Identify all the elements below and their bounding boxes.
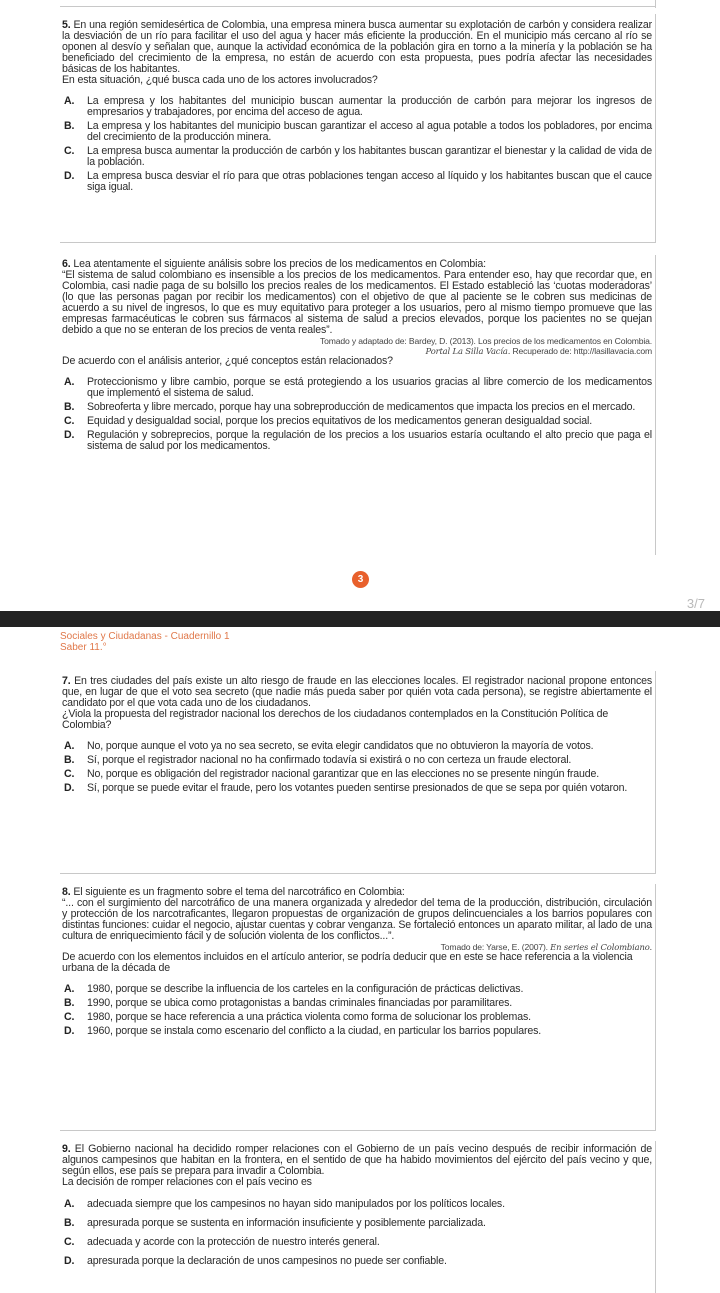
question-6-quote: “El sistema de salud colombiano es insensible a los precios de los medicamentos. Para entender eso, hay que recordar que, en Colombia, casi nadie paga de su bolsillo los precios reales de los medicamentos. El Estado estableció las ‘cuotas moderadoras’ (lo que las personas pagan por recibir los medicamentos) con el objetivo de que al paciente se le cobren sus medicinas de acuerdo a su nivel de ingresos, lo que es muy equitativo para proteger a los usuarios, pero al mismo tiempo promueve que las empresas farmacéuticas le cobren sus fármacos al sistema de salud a precios elevados, porque los pacientes no se quejan debido a que no se enteran de los precios de venta reales”.: [62, 269, 652, 336]
question-7-option-c[interactable]: [62, 769, 652, 780]
option-text: La empresa busca aumentar la producción de carbón y los habitantes buscan garantizar el bienestar y la calidad de vida de la población.: [87, 145, 652, 168]
option-letter: A.: [64, 376, 75, 388]
option-text: 1980, porque se hace referencia a una práctica violenta como forma de solucionar los problemas.: [87, 1011, 531, 1023]
option-letter: B.: [64, 754, 75, 766]
question-8: [62, 887, 652, 1040]
question-9-options: [62, 1199, 652, 1267]
option-letter: C.: [64, 415, 75, 427]
option-text: La empresa y los habitantes del municipio buscan garantizar el acceso al agua potable a todos los pobladores, por encima del crecimiento de la producción minera.: [87, 120, 652, 143]
question-7-prompt: ¿Viola la propuesta del registrador nacional los derechos de los ciudadanos contemplados en la Constitución Política de Colombia?: [62, 708, 609, 731]
option-text: adecuada y acorde con la protección de nuestro interés general.: [87, 1236, 380, 1248]
question-5-options: [62, 96, 652, 193]
option-letter: C.: [64, 1236, 75, 1248]
source-italic: En series el Colombiano.: [550, 942, 652, 952]
question-9-option-c[interactable]: [62, 1237, 652, 1248]
question-8-options: [62, 984, 652, 1037]
question-9: [62, 1144, 652, 1275]
booklet-subtitle: Saber 11.°: [60, 642, 107, 653]
question-5-option-d[interactable]: [62, 171, 652, 193]
option-text: Sí, porque el registrador nacional no ha confirmado todavía si existirá o no con certeza un fraude electoral.: [87, 754, 572, 766]
top-rule-tick: [655, 0, 656, 8]
question-7-option-b[interactable]: [62, 755, 652, 766]
question-5-stem-text: En una región semidesértica de Colombia, una empresa minera busca aumentar su explotación de carbón y considera realizar la desviación de un río para facilitar el uso del agua y hacer más eficiente la producción. En el municipio más cercano al río se oponen al desvío y señalan que, aunque la actividad económica de la población gira en torno a la minería y la población se ha beneficiado del crecimiento de la empresa, no están de acuerdo con esta propuesta, pues podría afectar las necesidades básicas de los habitantes.: [62, 19, 652, 75]
option-text: La empresa busca desviar el río para que otras poblaciones tengan acceso al líquido y los habitantes buscan que el cauce siga igual.: [87, 170, 652, 193]
option-text: apresurada porque se sustenta en información insuficiente y posiblemente parcializada.: [87, 1217, 486, 1229]
question-5-option-c[interactable]: [62, 146, 652, 168]
option-text: Equidad y desigualdad social, porque los precios equitativos de los medicamentos generan desigualdad social.: [87, 415, 592, 427]
question-9-number: 9.: [62, 1143, 71, 1155]
option-text: La empresa y los habitantes del municipio buscan aumentar la producción de carbón para mejorar los ingresos de empresarios y trabajadores, por encima del acceso de agua.: [87, 95, 652, 118]
question-8-quote: “... con el surgimiento del narcotráfico de una manera organizada y alrededor del tema de la producción, distribución, circulación y protección de los narcotraficantes, llegaron propuestas de organización de grupos delincuenciales a los barrios populares con distintas funciones: cuidar el negocio, ajustar cuentas y cobrar venganza. Se fortaleció entonces un aparato militar, al lado de una cultura de enriquecimiento fácil y de solución violenta de los conflictos...”.: [62, 897, 652, 942]
page-3: [0, 0, 720, 598]
option-text: 1980, porque se describe la influencia de los carteles en la configuración de prácticas delictivas.: [87, 983, 524, 995]
option-text: Proteccionismo y libre cambio, porque se está protegiendo a los usuarios gracias al libre comercio de los medicamentos que implementó el sistema de salud.: [87, 376, 652, 399]
question-9-option-a[interactable]: [62, 1199, 652, 1210]
option-letter: D.: [64, 429, 75, 441]
question-7-options: [62, 741, 652, 794]
option-letter: D.: [64, 1255, 75, 1267]
question-6-source: [62, 336, 652, 356]
page-count: 3/7: [686, 596, 705, 611]
page-divider: [0, 611, 720, 627]
question-7-number: 7.: [62, 675, 71, 687]
question-9-option-b[interactable]: [62, 1218, 652, 1229]
source-tail: Recuperado de: http://lasillavacia.com: [510, 346, 652, 356]
question-6-number: 6.: [62, 258, 71, 270]
option-letter: D.: [64, 1025, 75, 1037]
option-letter: A.: [64, 95, 75, 107]
question-8-option-b[interactable]: [62, 998, 652, 1009]
question-7-stem: [62, 676, 652, 709]
question-7: [62, 676, 652, 797]
question-7-stem-text: En tres ciudades del país existe un alto riesgo de fraude en las elecciones locales. El registrador nacional propone entonces que, en lugar de que el voto sea secreto (que nadie más pueda saber por quién vota cada persona), se registre abiertamente el candidato por el que vota cada uno de los ciudadanos.: [62, 675, 652, 709]
question-6-option-b[interactable]: [62, 402, 652, 413]
question-9-stem-text: El Gobierno nacional ha decidido romper relaciones con el Gobierno de un país vecino después de recibir información de algunos campesinos que habitan en la frontera, en el sentido de que ha habido movimientos del ejército del país vecino y que, según ellos, ese país se prepara para invadir a Colombia.: [62, 1143, 653, 1177]
option-letter: D.: [64, 170, 75, 182]
option-letter: A.: [64, 983, 75, 995]
question-5-option-a[interactable]: [62, 96, 652, 118]
option-letter: B.: [64, 401, 75, 413]
source-line: Tomado de: Yarse, E. (2007).: [440, 942, 548, 952]
question-5-stem: [62, 20, 652, 75]
question-9-stem: [62, 1144, 652, 1177]
question-5-prompt: En esta situación, ¿qué busca cada uno de los actores involucrados?: [62, 74, 378, 86]
question-8-prompt: De acuerdo con los elementos incluidos en el artículo anterior, se podría deducir que en este se hace referencia a la violencia urbana de la década de: [62, 951, 633, 974]
question-5-option-b[interactable]: [62, 121, 652, 143]
question-6-prompt: De acuerdo con el análisis anterior, ¿qué conceptos están relacionados?: [62, 355, 393, 367]
question-7-option-a[interactable]: [62, 741, 652, 752]
option-text: Sí, porque se puede evitar el fraude, pero los votantes pueden sentirse presionados de que se sepa por quién votaron.: [87, 782, 628, 794]
source-italic: Portal La Silla Vacía.: [425, 346, 511, 356]
option-text: 1960, porque se instala como escenario del conflicto a la ciudad, en particular los barrios populares.: [87, 1025, 542, 1037]
question-9-prompt: La decisión de romper relaciones con el país vecino es: [62, 1176, 312, 1188]
option-text: adecuada siempre que los campesinos no hayan sido manipulados por los políticos locales.: [87, 1198, 505, 1210]
option-letter: C.: [64, 1011, 75, 1023]
question-6-option-d[interactable]: [62, 430, 652, 452]
option-text: Regulación y sobreprecios, porque la regulación de los precios a los usuarios estaría ocultando el alto precio que paga el sistema de salud por los medicamentos.: [87, 429, 652, 452]
option-letter: B.: [64, 997, 75, 1009]
question-7-option-d[interactable]: [62, 783, 652, 794]
question-8-number: 8.: [62, 886, 71, 898]
question-8-stem-text: El siguiente es un fragmento sobre el tema del narcotráfico en Colombia:: [73, 886, 405, 898]
option-letter: D.: [64, 782, 75, 794]
question-6-option-c[interactable]: [62, 416, 652, 427]
option-letter: A.: [64, 1198, 75, 1210]
option-text: No, porque es obligación del registrador nacional garantizar que en las elecciones no se presente ningún fraude.: [87, 768, 600, 780]
page-number-badge: 3: [352, 571, 369, 588]
question-6-options: [62, 377, 652, 452]
option-text: apresurada porque la declaración de unos campesinos no puede ser confiable.: [87, 1255, 447, 1267]
question-6: [62, 259, 652, 455]
option-letter: C.: [64, 768, 75, 780]
booklet-title: Sociales y Ciudadanas - Cuadernillo 1: [60, 631, 230, 642]
question-8-option-d[interactable]: [62, 1026, 652, 1037]
option-text: 1990, porque se ubica como protagonistas a bandas criminales financiadas por paramilitares.: [87, 997, 513, 1009]
source-line: Tomado y adaptado de: Bardey, D. (2013). Los precios de los medicamentos en Colombia.: [320, 336, 652, 346]
question-5-number: 5.: [62, 19, 71, 31]
option-text: No, porque aunque el voto ya no sea secreto, se evita elegir candidatos que no obtuvieron la mayoría de votos.: [87, 740, 594, 752]
question-9-option-d[interactable]: [62, 1256, 652, 1267]
option-letter: B.: [64, 120, 75, 132]
question-6-stem-text: Lea atentamente el siguiente análisis sobre los precios de los medicamentos en Colombia:: [73, 258, 486, 270]
question-5: [62, 20, 652, 196]
question-6-option-a[interactable]: [62, 377, 652, 399]
option-letter: B.: [64, 1217, 75, 1229]
question-8-option-a[interactable]: [62, 984, 652, 995]
option-letter: C.: [64, 145, 75, 157]
option-text: Sobreoferta y libre mercado, porque hay una sobreproducción de medicamentos que impacta los precios en el mercado.: [87, 401, 636, 413]
top-rule: [60, 6, 656, 7]
question-8-option-c[interactable]: [62, 1012, 652, 1023]
option-letter: A.: [64, 740, 75, 752]
